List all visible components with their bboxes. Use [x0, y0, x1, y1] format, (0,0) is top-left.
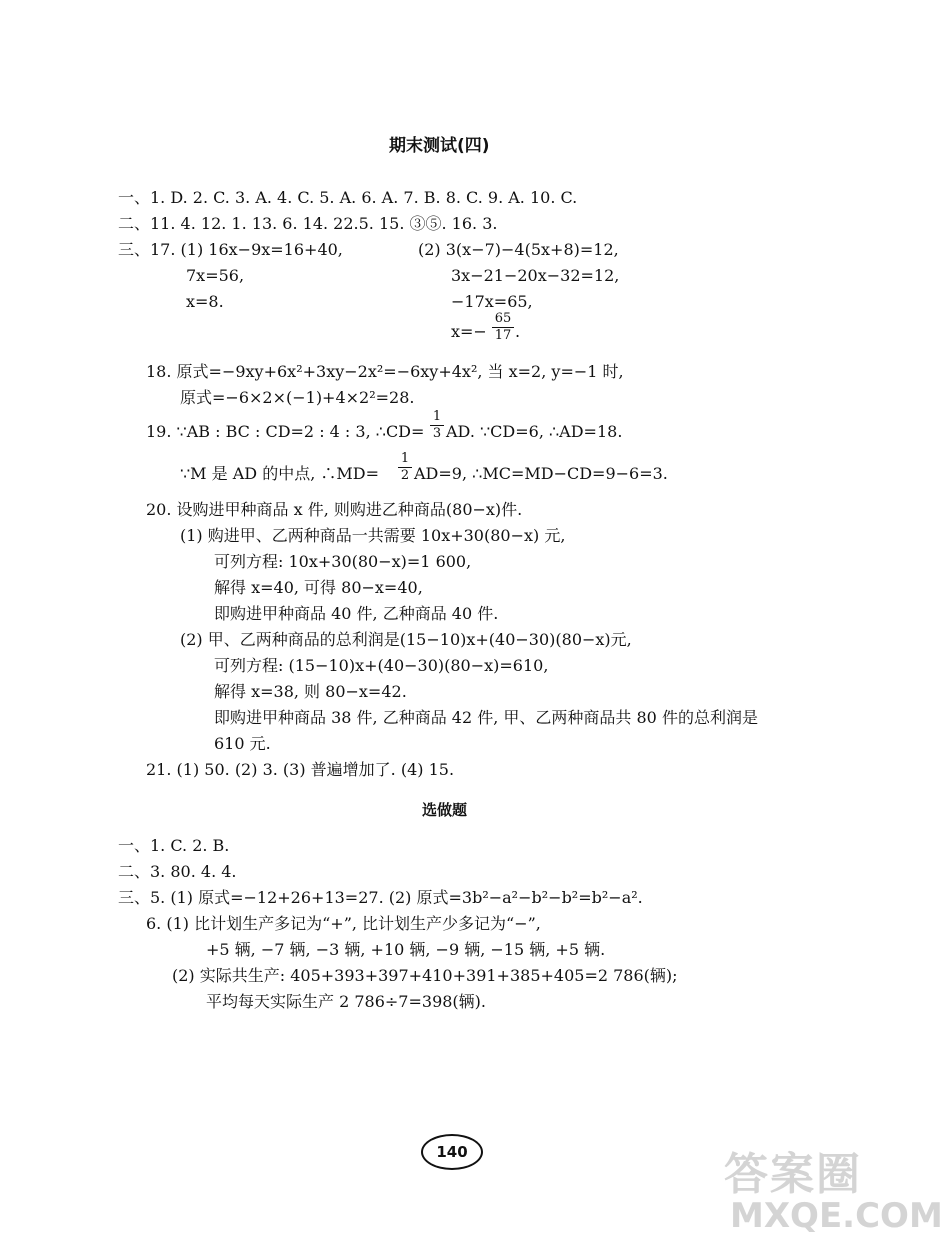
q20-line7: 可列方程: (15−10)x+(40−30)(80−x)=610,	[214, 656, 549, 675]
q18-line2: 原式=−6×2×(−1)+4×2²=28.	[180, 388, 415, 407]
q17-part2-line2: 3x−21−20x−32=12,	[451, 266, 620, 285]
q20-line1: 20. 设购进甲种商品 x 件, 则购进乙种商品(80−x)件.	[146, 500, 523, 519]
optional-section-title: 选做题	[422, 801, 468, 819]
q18-line1: 18. 原式=−9xy+6x²+3xy−2x²=−6xy+4x², 当 x=2, y=−1 时,	[146, 362, 624, 381]
page-number: 140	[436, 1143, 468, 1161]
fraction-denominator: 17	[494, 328, 512, 343]
q17-part1-line1: 三、17. (1) 16x−9x=16+40,	[118, 240, 343, 259]
q17-answer-end: .	[515, 322, 521, 341]
q20-line5: 即购进甲种商品 40 件, 乙种商品 40 件.	[214, 604, 499, 623]
optional-q6-line3: (2) 实际共生产: 405+393+397+410+391+385+405=2 786(辆);	[172, 966, 678, 985]
answer-line-section1: 一、1. D. 2. C. 3. A. 4. C. 5. A. 6. A. 7. B. 8. C. 9. A. 10. C.	[118, 188, 578, 207]
q20-line9: 即购进甲种商品 38 件, 乙种商品 42 件, 甲、乙两种商品共 80 件的总利润是	[214, 708, 758, 727]
q20-line10: 610 元.	[214, 734, 271, 753]
q17-part1-line3: x=8.	[186, 292, 224, 311]
optional-q6-line2: +5 辆, −7 辆, −3 辆, +10 辆, −9 辆, −15 辆, +5 辆.	[206, 940, 606, 959]
optional-line2: 二、3. 80. 4. 4.	[118, 862, 237, 881]
q19-fraction-one-half	[398, 452, 412, 483]
q19-fraction-one-third	[430, 410, 444, 441]
q17-part2-line1: (2) 3(x−7)−4(5x+8)=12,	[418, 240, 619, 259]
fraction-denominator: 3	[432, 426, 442, 441]
q17-part2-line4	[451, 322, 487, 342]
q17-answer-fraction	[492, 312, 514, 343]
watermark-url: MXQE.COM	[730, 1196, 943, 1236]
q20-line4: 解得 x=40, 可得 80−x=40,	[214, 578, 423, 597]
q17-part2-line3: −17x=65,	[451, 292, 533, 311]
q21-line: 21. (1) 50. (2) 3. (3) 普遍增加了. (4) 15.	[146, 760, 455, 779]
fraction-denominator: 2	[400, 468, 410, 483]
optional-line3: 三、5. (1) 原式=−12+26+13=27. (2) 原式=3b²−a²−b²−b²=b²−a².	[118, 888, 643, 907]
fraction-numerator: 65	[494, 311, 512, 326]
q19-line1-start: 19. ∵AB : BC : CD=2 : 4 : 3, ∴CD=	[146, 422, 425, 441]
q17-part1-line2: 7x=56,	[186, 266, 245, 285]
page-title: 期末测试(四)	[389, 136, 490, 156]
fraction-numerator: 1	[400, 451, 410, 466]
fraction-numerator: 1	[432, 409, 442, 424]
q19-line1-end: AD. ∵CD=6, ∴AD=18.	[446, 422, 623, 441]
q20-line6: (2) 甲、乙两种商品的总利润是(15−10)x+(40−30)(80−x)元,	[180, 630, 632, 649]
q20-line2: (1) 购进甲、乙两种商品一共需要 10x+30(80−x) 元,	[180, 526, 566, 545]
q20-line3: 可列方程: 10x+30(80−x)=1 600,	[214, 552, 472, 571]
q19-line2-end: AD=9, ∴MC=MD−CD=9−6=3.	[414, 464, 668, 483]
page-number-badge	[421, 1134, 483, 1170]
optional-q6-line4: 平均每天实际生产 2 786÷7=398(辆).	[206, 992, 486, 1011]
q20-line8: 解得 x=38, 则 80−x=42.	[214, 682, 407, 701]
optional-q6-line1: 6. (1) 比计划生产多记为“+”, 比计划生产少多记为“−”,	[146, 914, 541, 933]
watermark-logo: 答案圈	[724, 1149, 862, 1200]
q19-line2-start: ∵M 是 AD 的中点, ∴MD=	[180, 464, 379, 483]
q17-answer-prefix: x=−	[451, 322, 487, 341]
optional-line1: 一、1. C. 2. B.	[118, 836, 230, 855]
answer-line-section2: 二、11. 4. 12. 1. 13. 6. 14. 22.5. 15. ③⑤. 16. 3.	[118, 214, 498, 233]
